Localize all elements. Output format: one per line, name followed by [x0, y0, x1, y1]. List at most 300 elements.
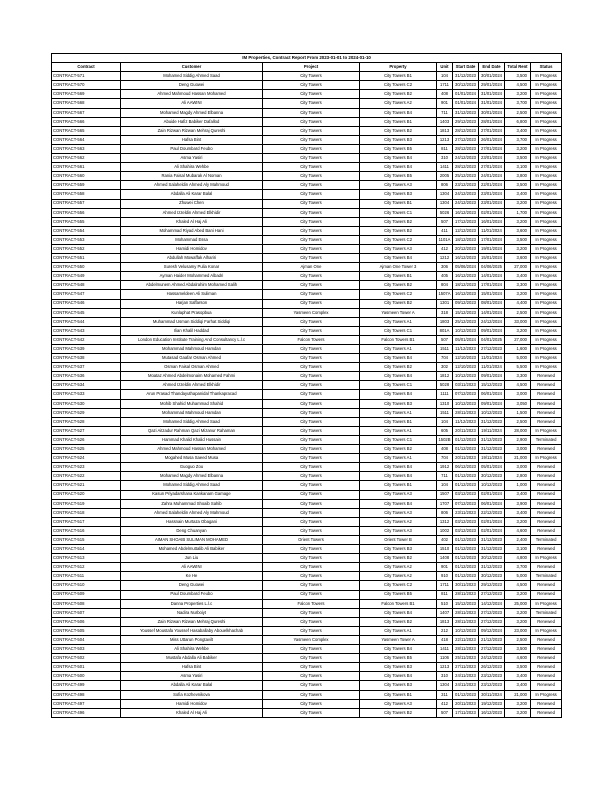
table-row: [52, 581, 562, 590]
cell-project: City Towers: [263, 626, 360, 635]
cell-status: In Progress: [531, 172, 562, 181]
cell-project: City Towers: [263, 517, 360, 526]
cell-total-rent: 3,100: [505, 163, 531, 172]
cell-property: Ajman One Tower 3: [360, 263, 437, 272]
cell-total-rent: 27,000: [505, 263, 531, 272]
cell-status: Renewed: [531, 508, 562, 517]
cell-total-rent: 1,000: [505, 481, 531, 490]
cell-start-date: 12/12/2023: [453, 226, 479, 235]
cell-property: City Towers A3: [360, 508, 437, 517]
cell-customer: Mohib Shahid Muhammad Shahid: [121, 399, 263, 408]
cell-property: City Towers A3: [360, 526, 437, 535]
table-row: [52, 417, 562, 426]
cell-property: City Towers A2: [360, 572, 437, 581]
table-row: [52, 335, 562, 344]
cell-total-rent: 3,000: [505, 390, 531, 399]
cell-property: City Towers A3: [360, 490, 437, 499]
cell-unit: 411: [437, 226, 453, 235]
cell-unit: 704: [437, 454, 453, 463]
cell-property: City Towers B4: [360, 645, 437, 654]
cell-unit: 507: [437, 708, 453, 717]
cell-start-date: 09/12/2023: [453, 299, 479, 308]
cell-customer: Hassameldeen Ali Suliman: [121, 290, 263, 299]
cell-unit: 1408: [437, 554, 453, 563]
cell-customer: Ali AAWINI: [121, 563, 263, 572]
cell-unit: 1106: [437, 654, 453, 663]
cell-unit: 806: [437, 181, 453, 190]
cell-end-date: 24/12/2024: [479, 317, 505, 326]
table-row: [52, 290, 562, 299]
cell-contract: CONTRACT-538: [52, 354, 121, 363]
cell-property: City Towers C1: [360, 208, 437, 217]
cell-customer: Mohammad Mahmoud Hamdan: [121, 408, 263, 417]
cell-start-date: 24/11/2023: [453, 672, 479, 681]
cell-start-date: 31/12/2023: [453, 108, 479, 117]
cell-customer: Moataz Ahmed Abdelmonaim Mohamed Fahmi: [121, 372, 263, 381]
cell-contract: CONTRACT-565: [52, 126, 121, 135]
cell-customer: Zahra Muhammad Shoaib Sahib: [121, 499, 263, 508]
cell-unit: 1711: [437, 581, 453, 590]
table-row: [52, 490, 562, 499]
cell-contract: CONTRACT-546: [52, 299, 121, 308]
cell-customer: Danna Properties L.l.c: [121, 599, 263, 608]
cell-end-date: 27/01/2024: [479, 144, 505, 153]
cell-start-date: 16/12/2023: [453, 208, 479, 217]
cell-total-rent: 3,400: [505, 126, 531, 135]
table-row: [52, 590, 562, 599]
cell-project: City Towers: [263, 126, 360, 135]
cell-start-date: 05/06/2024: [453, 263, 479, 272]
cell-end-date: 02/01/2024: [479, 490, 505, 499]
cell-customer: Mohammad Essa: [121, 235, 263, 244]
table-row: [52, 390, 562, 399]
cell-total-rent: 28,000: [505, 426, 531, 435]
cell-total-rent: 4,800: [505, 554, 531, 563]
cell-total-rent: 4,500: [505, 81, 531, 90]
cell-property: City Towers B3: [360, 135, 437, 144]
cell-total-rent: 3,500: [505, 235, 531, 244]
column-header-project: Project: [263, 63, 360, 72]
cell-property: City Towers B1: [360, 690, 437, 699]
cell-status: In Progress: [531, 317, 562, 326]
cell-project: City Towers: [263, 508, 360, 517]
cell-end-date: 15/12/2023: [479, 381, 505, 390]
cell-end-date: 16/01/2024: [479, 217, 505, 226]
cell-contract: CONTRACT-502: [52, 654, 121, 663]
cell-customer: Nadira Nurboiyt: [121, 608, 263, 617]
table-row: [52, 199, 562, 208]
table-row: [52, 499, 562, 508]
cell-project: Falcon Towers: [263, 599, 360, 608]
cell-end-date: 30/12/2023: [479, 572, 505, 581]
cell-status: Renewed: [531, 390, 562, 399]
cell-status: In Progress: [531, 235, 562, 244]
table-row: [52, 108, 562, 117]
cell-project: Ajman One: [263, 263, 360, 272]
cell-property: City Towers C2: [360, 581, 437, 590]
cell-end-date: 02/01/2024: [479, 517, 505, 526]
cell-total-rent: 3,500: [505, 663, 531, 672]
cell-status: Renewed: [531, 681, 562, 690]
table-row: [52, 690, 562, 699]
cell-unit: 1507A: [437, 290, 453, 299]
cell-customer: Hassnain Murtaza Obagani: [121, 517, 263, 526]
cell-project: City Towers: [263, 135, 360, 144]
cell-property: City Towers B3: [360, 190, 437, 199]
cell-project: City Towers: [263, 708, 360, 717]
cell-customer: Mohamed Siddig Ahmed Saad: [121, 417, 263, 426]
cell-total-rent: 3,500: [505, 154, 531, 163]
cell-project: City Towers: [263, 290, 360, 299]
cell-status: In Progress: [531, 72, 562, 81]
cell-customer: Abdalla Ali Karar Balal: [121, 190, 263, 199]
table-row: [52, 272, 562, 281]
cell-status: In Progress: [531, 290, 562, 299]
cell-property: Yasmeen Tower A: [360, 308, 437, 317]
cell-total-rent: 2,800: [505, 472, 531, 481]
cell-property: City Towers A2: [360, 517, 437, 526]
cell-property: City Towers A2: [360, 99, 437, 108]
cell-unit: 1101A: [437, 235, 453, 244]
cell-unit: 412: [437, 244, 453, 253]
cell-total-rent: 3,200: [505, 290, 531, 299]
cell-unit: 5026: [437, 208, 453, 217]
cell-unit: 104: [437, 417, 453, 426]
cell-start-date: 10/12/2023: [453, 399, 479, 408]
cell-project: City Towers: [263, 81, 360, 90]
cell-customer: Zain Rizwan Rizwan Mehraj Qureshi: [121, 126, 263, 135]
cell-contract: CONTRACT-510: [52, 581, 121, 590]
cell-status: In Progress: [531, 217, 562, 226]
cell-customer: Ahmed Salaheldin Ahmed Aly Mahmoud: [121, 181, 263, 190]
cell-unit: 402: [437, 535, 453, 544]
cell-contract: CONTRACT-571: [52, 72, 121, 81]
table-row: [52, 663, 562, 672]
column-header-end-date: End Date: [479, 63, 505, 72]
cell-start-date: 01/01/2024: [453, 90, 479, 99]
cell-unit: 507: [437, 217, 453, 226]
table-row: [52, 535, 562, 544]
cell-end-date: 31/01/2024: [479, 99, 505, 108]
contract-report-table: [51, 53, 562, 718]
cell-end-date: 19/11/2024: [479, 454, 505, 463]
cell-project: City Towers: [263, 663, 360, 672]
cell-property: City Towers A3: [360, 181, 437, 190]
cell-property: City Towers B2: [360, 617, 437, 626]
cell-status: Renewed: [531, 490, 562, 499]
cell-status: Terminated: [531, 435, 562, 444]
cell-status: In Progress: [531, 335, 562, 344]
cell-end-date: 27/12/2023: [479, 590, 505, 599]
cell-total-rent: 3,200: [505, 144, 531, 153]
cell-start-date: 28/11/2023: [453, 645, 479, 654]
cell-property: City Towers C2: [360, 81, 437, 90]
cell-contract: CONTRACT-533: [52, 390, 121, 399]
cell-customer: Ali Shahira Wehbe: [121, 645, 263, 654]
table-row: [52, 481, 562, 490]
cell-status: In Progress: [531, 163, 562, 172]
cell-project: City Towers: [263, 372, 360, 381]
cell-customer: Rania Faisal Mubarak Al Noman: [121, 172, 263, 181]
table-row: [52, 654, 562, 663]
cell-contract: CONTRACT-566: [52, 117, 121, 126]
cell-end-date: 02/01/2024: [479, 208, 505, 217]
cell-status: In Progress: [531, 90, 562, 99]
cell-start-date: 24/12/2023: [453, 199, 479, 208]
cell-property: City Towers B2: [360, 554, 437, 563]
cell-contract: CONTRACT-496: [52, 708, 121, 717]
cell-unit: 1510: [437, 545, 453, 554]
cell-property: City Towers B5: [360, 654, 437, 663]
cell-property: City Towers A1: [360, 426, 437, 435]
cell-start-date: 03/12/2023: [453, 490, 479, 499]
cell-contract: CONTRACT-537: [52, 363, 121, 372]
cell-status: In Progress: [531, 181, 562, 190]
cell-total-rent: 21,000: [505, 690, 531, 699]
cell-total-rent: 6,800: [505, 117, 531, 126]
cell-start-date: 28/11/2023: [453, 590, 479, 599]
cell-contract: CONTRACT-511: [52, 572, 121, 581]
cell-status: In Progress: [531, 281, 562, 290]
cell-end-date: 31/12/2023: [479, 417, 505, 426]
cell-total-rent: 3,900: [505, 499, 531, 508]
cell-total-rent: 3,200: [505, 326, 531, 335]
cell-status: In Progress: [531, 190, 562, 199]
cell-property: City Towers B4: [360, 254, 437, 263]
cell-end-date: 09/01/2024: [479, 326, 505, 335]
cell-customer: Qazi Aitzadur Rahman Qazi Mizanur Rahaman: [121, 426, 263, 435]
cell-project: City Towers: [263, 163, 360, 172]
cell-property: City Towers C1: [360, 435, 437, 444]
cell-total-rent: 1,500: [505, 408, 531, 417]
cell-end-date: 09/01/2024: [479, 372, 505, 381]
cell-end-date: 14/01/2024: [479, 272, 505, 281]
cell-property: City Towers A1: [360, 454, 437, 463]
cell-status: In Progress: [531, 108, 562, 117]
cell-project: City Towers: [263, 645, 360, 654]
cell-start-date: 17/12/2023: [453, 217, 479, 226]
cell-status: In Progress: [531, 244, 562, 253]
cell-property: City Towers B3: [360, 681, 437, 690]
cell-end-date: 22/01/2024: [479, 181, 505, 190]
cell-status: Renewed: [531, 463, 562, 472]
column-header-customer: Customer: [121, 63, 263, 72]
cell-contract: CONTRACT-524: [52, 454, 121, 463]
cell-contract: CONTRACT-515: [52, 535, 121, 544]
cell-customer: Ayman Haider Mohammed Albadri: [121, 272, 263, 281]
table-row: [52, 326, 562, 335]
cell-unit: 711: [437, 472, 453, 481]
cell-unit: 801A: [437, 326, 453, 335]
cell-status: Terminated: [531, 572, 562, 581]
report-title: IM Properties, Contract Report From 2023-01-01 to 2024-01-10: [52, 54, 562, 63]
cell-contract: CONTRACT-503: [52, 645, 121, 654]
cell-start-date: 29/12/2023: [453, 117, 479, 126]
cell-start-date: 30/11/2023: [453, 581, 479, 590]
table-row: [52, 617, 562, 626]
cell-end-date: 23/01/2024: [479, 154, 505, 163]
cell-contract: CONTRACT-498: [52, 690, 121, 699]
cell-start-date: 01/01/2024: [453, 99, 479, 108]
cell-start-date: 28/11/2023: [453, 408, 479, 417]
cell-customer: Ahmed Mahmoud Hassan Mohamed: [121, 90, 263, 99]
cell-project: City Towers: [263, 90, 360, 99]
table-row: [52, 117, 562, 126]
cell-project: City Towers: [263, 99, 360, 108]
cell-end-date: 31/12/2023: [479, 535, 505, 544]
cell-total-rent: 3,400: [505, 272, 531, 281]
cell-status: Renewed: [531, 672, 562, 681]
cell-customer: Mohammad Riyad Abed Bani Hani: [121, 226, 263, 235]
table-row: [52, 426, 562, 435]
cell-start-date: 25/12/2023: [453, 317, 479, 326]
cell-project: City Towers: [263, 526, 360, 535]
cell-end-date: 15/01/2024: [479, 290, 505, 299]
cell-customer: Kunlaphat Prasopbua: [121, 308, 263, 317]
cell-project: City Towers: [263, 172, 360, 181]
cell-total-rent: 3,200: [505, 699, 531, 708]
cell-contract: CONTRACT-536: [52, 372, 121, 381]
table-row: [52, 554, 562, 563]
cell-end-date: 06/01/2024: [479, 390, 505, 399]
cell-start-date: 27/11/2023: [453, 663, 479, 672]
cell-end-date: 06/01/2024: [479, 499, 505, 508]
table-row: [52, 399, 562, 408]
cell-start-date: 16/12/2023: [453, 254, 479, 263]
cell-start-date: 15/12/2023: [453, 308, 479, 317]
report-body: [52, 72, 562, 718]
cell-total-rent: 3,700: [505, 99, 531, 108]
cell-start-date: 12/10/2023: [453, 363, 479, 372]
cell-unit: 418: [437, 636, 453, 645]
cell-contract: CONTRACT-534: [52, 381, 121, 390]
cell-start-date: 10/12/2023: [453, 372, 479, 381]
cell-total-rent: 3,200: [505, 590, 531, 599]
cell-start-date: 06/12/2023: [453, 463, 479, 472]
table-row: [52, 144, 562, 153]
cell-customer: Deng Guowei: [121, 81, 263, 90]
cell-project: City Towers: [263, 654, 360, 663]
cell-total-rent: 5,000: [505, 572, 531, 581]
cell-contract: CONTRACT-521: [52, 481, 121, 490]
cell-unit: 1304: [437, 199, 453, 208]
cell-customer: Ahmed Izzeldin Ahmed Elkhidir: [121, 381, 263, 390]
cell-unit: 104: [437, 72, 453, 81]
cell-end-date: 30/12/2023: [479, 554, 505, 563]
cell-customer: Miss Uttarun Pongtavilt: [121, 636, 263, 645]
table-row: [52, 217, 562, 226]
cell-end-date: 30/01/2024: [479, 72, 505, 81]
cell-status: In Progress: [531, 117, 562, 126]
table-row: [52, 154, 562, 163]
cell-contract: CONTRACT-560: [52, 172, 121, 181]
cell-property: City Towers B2: [360, 126, 437, 135]
cell-property: City Towers B4: [360, 354, 437, 363]
cell-property: City Towers B5: [360, 172, 437, 181]
table-row: [52, 381, 562, 390]
cell-property: City Towers B2: [360, 708, 437, 717]
cell-property: City Towers C1: [360, 326, 437, 335]
cell-total-rent: 3,050: [505, 399, 531, 408]
column-header-property: Property: [360, 63, 437, 72]
cell-contract: CONTRACT-549: [52, 272, 121, 281]
cell-end-date: 04/06/2025: [479, 263, 505, 272]
cell-unit: 1707: [437, 499, 453, 508]
cell-unit: 405: [437, 272, 453, 281]
cell-unit: 1403: [437, 117, 453, 126]
cell-contract: CONTRACT-500: [52, 672, 121, 681]
cell-unit: 302: [437, 363, 453, 372]
cell-contract: CONTRACT-497: [52, 699, 121, 708]
cell-start-date: 24/11/2023: [453, 681, 479, 690]
cell-start-date: 23/11/2023: [453, 508, 479, 517]
cell-property: City Towers B2: [360, 299, 437, 308]
cell-start-date: 16/12/2023: [453, 272, 479, 281]
cell-end-date: 28/01/2024: [479, 117, 505, 126]
cell-customer: Hafsa Bint: [121, 663, 263, 672]
cell-customer: Jun Liu: [121, 554, 263, 563]
table-row: [52, 354, 562, 363]
table-row: [52, 244, 562, 253]
cell-unit: 1813: [437, 617, 453, 626]
cell-customer: Mutasad Gaafar Osman Ahmed: [121, 354, 263, 363]
cell-project: City Towers: [263, 472, 360, 481]
cell-total-rent: 3,200: [505, 617, 531, 626]
cell-contract: CONTRACT-505: [52, 626, 121, 635]
cell-end-date: 17/01/2024: [479, 235, 505, 244]
cell-contract: CONTRACT-545: [52, 308, 121, 317]
cell-unit: 1304: [437, 681, 453, 690]
cell-total-rent: 4,600: [505, 526, 531, 535]
cell-end-date: 26/12/2023: [479, 663, 505, 672]
table-row: [52, 517, 562, 526]
cell-customer: Hafsa Bint: [121, 135, 263, 144]
table-row: [52, 317, 562, 326]
cell-customer: Asma Yasiri: [121, 672, 263, 681]
cell-end-date: 10/12/2023: [479, 408, 505, 417]
cell-status: Renewed: [531, 399, 562, 408]
cell-status: In Progress: [531, 99, 562, 108]
cell-project: City Towers: [263, 399, 360, 408]
cell-property: City Towers B1: [360, 481, 437, 490]
cell-project: City Towers: [263, 208, 360, 217]
cell-customer: London Education Institute Training And Consultancy L.l.c: [121, 335, 263, 344]
cell-status: In Progress: [531, 690, 562, 699]
cell-start-date: 28/12/2023: [453, 126, 479, 135]
cell-property: City Towers B3: [360, 663, 437, 672]
cell-property: City Towers A1: [360, 317, 437, 326]
cell-unit: 510: [437, 599, 453, 608]
cell-status: Terminated: [531, 608, 562, 617]
cell-unit: 212: [437, 626, 453, 635]
cell-total-rent: 3,200: [505, 608, 531, 617]
cell-project: City Towers: [263, 144, 360, 153]
cell-status: In Progress: [531, 199, 562, 208]
cell-unit: 2005: [437, 172, 453, 181]
cell-start-date: 25/12/2023: [453, 172, 479, 181]
column-header-unit: Unit: [437, 63, 453, 72]
cell-property: City Towers A1: [360, 345, 437, 354]
cell-property: City Towers A3: [360, 244, 437, 253]
cell-unit: 412: [437, 699, 453, 708]
cell-contract: CONTRACT-542: [52, 335, 121, 344]
cell-status: In Progress: [531, 554, 562, 563]
cell-project: City Towers: [263, 417, 360, 426]
cell-status: Renewed: [531, 481, 562, 490]
column-header-row: [52, 63, 562, 72]
cell-end-date: 21/12/2023: [479, 636, 505, 645]
cell-customer: Hamidi Homidov: [121, 244, 263, 253]
